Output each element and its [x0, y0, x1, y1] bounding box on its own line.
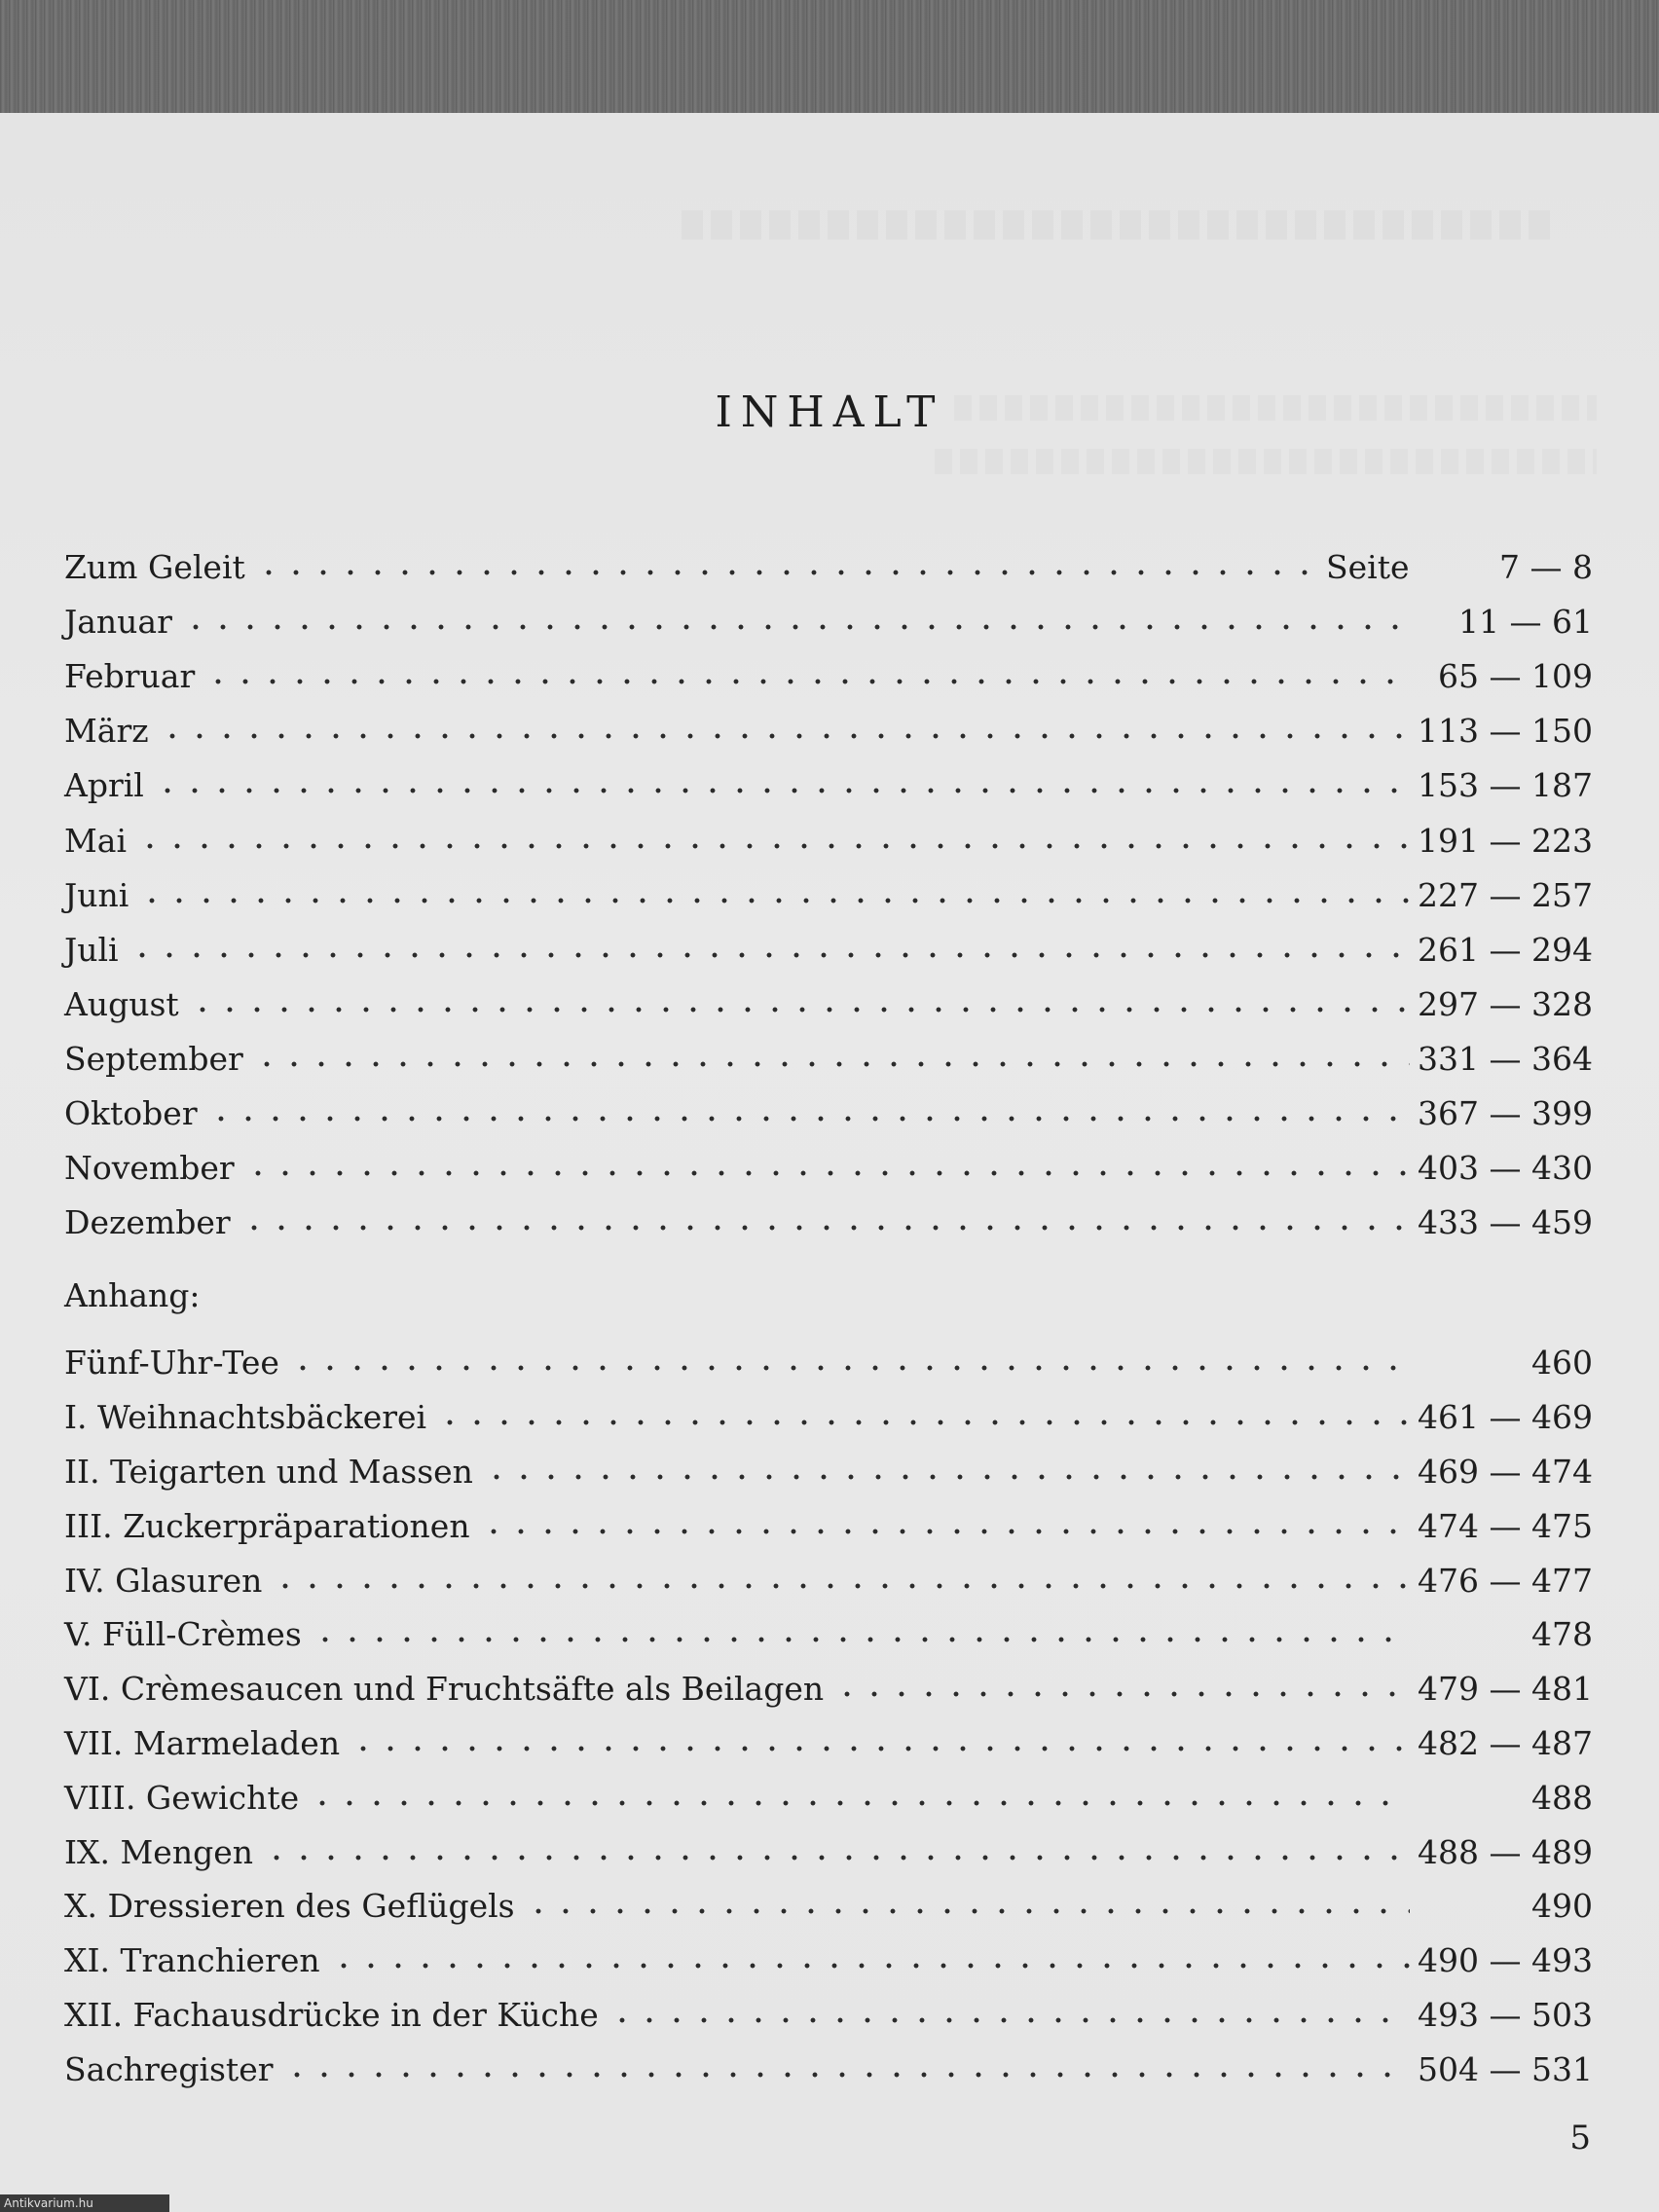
- dot-leader: [189, 1005, 1410, 1014]
- dot-leader: [309, 1798, 1410, 1808]
- toc-entry-label: Oktober: [64, 1094, 198, 1132]
- toc-entry-pages: 493 — 503: [1418, 1995, 1593, 2034]
- dot-leader: [312, 1635, 1410, 1644]
- toc-entry-label: VI. Crèmesaucen und Fruchtsäfte als Beilagen: [64, 1670, 825, 1709]
- toc-entry: [64, 1033, 1593, 1078]
- toc-entry: [64, 1989, 1593, 2034]
- toc-entry-pages: 476 — 477: [1418, 1561, 1593, 1600]
- dot-leader: [129, 950, 1410, 960]
- toc-entry: [64, 596, 1593, 641]
- toc-entry: [64, 1337, 1593, 1382]
- toc-entry-label: XI. Tranchieren: [64, 1941, 320, 1980]
- dot-leader: [204, 677, 1410, 686]
- dot-leader: [436, 1418, 1410, 1427]
- toc-entry-pages: 153 — 187: [1418, 766, 1593, 805]
- toc-entry-pages: 479 — 481: [1418, 1670, 1593, 1709]
- dot-leader: [608, 2015, 1410, 2025]
- seite-label: Seite: [1326, 548, 1410, 586]
- toc-entry-pages: 331 — 364: [1418, 1039, 1593, 1078]
- toc-entry: [64, 1142, 1593, 1187]
- dot-leader: [138, 896, 1410, 905]
- book-page: [0, 113, 1659, 2212]
- toc-entry: [64, 1555, 1593, 1600]
- toc-entry: [64, 1935, 1593, 1979]
- toc-entry-pages: 261 — 294: [1418, 930, 1593, 969]
- toc-entry-pages: 7 — 8: [1499, 548, 1593, 586]
- toc-entry-label: Januar: [64, 603, 172, 642]
- show-through-texture: [935, 449, 1597, 474]
- toc-entry: [64, 815, 1593, 860]
- watermark: Antikvarium.hu: [0, 2194, 169, 2212]
- toc-entry: [64, 1880, 1593, 1925]
- toc-entry-label: X. Dressieren des Geflügels: [64, 1887, 515, 1926]
- toc-entry: [64, 978, 1593, 1023]
- toc-entry: [64, 869, 1593, 914]
- toc-entry-pages: 490 — 493: [1418, 1941, 1593, 1980]
- toc-entry-pages: 490: [1531, 1887, 1593, 1926]
- toc-entry-pages: 191 — 223: [1418, 821, 1593, 860]
- toc-entry-pages: 433 — 459: [1418, 1203, 1593, 1242]
- toc-entry-label: Juni: [64, 875, 129, 914]
- toc-entry-pages: 504 — 531: [1418, 2049, 1593, 2088]
- toc-entry: [64, 650, 1593, 695]
- background-surface: [0, 0, 1659, 115]
- toc-entry-pages: 478: [1531, 1615, 1593, 1654]
- dot-leader: [289, 1363, 1410, 1373]
- toc-entry: [64, 1500, 1593, 1545]
- toc-entry: [64, 1717, 1593, 1762]
- dot-leader: [833, 1689, 1410, 1699]
- dot-leader: [283, 2070, 1411, 2080]
- toc-entry-label: IX. Mengen: [64, 1832, 253, 1871]
- show-through-texture: [682, 210, 1558, 240]
- toc-entry-pages: 474 — 475: [1418, 1506, 1593, 1545]
- toc-entry: [64, 705, 1593, 750]
- toc-entry-label: März: [64, 712, 149, 751]
- toc-entry-pages: 367 — 399: [1418, 1094, 1593, 1132]
- toc-entry-label: VIII. Gewichte: [64, 1778, 300, 1817]
- dot-leader: [154, 786, 1410, 795]
- dot-leader: [330, 1961, 1410, 1971]
- dot-leader: [207, 1114, 1410, 1124]
- toc-entry: [64, 2044, 1593, 2088]
- dot-leader: [182, 622, 1410, 632]
- toc-entry-label: August: [64, 984, 179, 1023]
- dot-leader: [253, 1059, 1410, 1069]
- toc-entry-pages: 297 — 328: [1418, 984, 1593, 1023]
- toc-entry: [64, 1197, 1593, 1241]
- toc-entry-label: II. Teigarten und Massen: [64, 1452, 473, 1491]
- toc-entry-label: Mai: [64, 821, 128, 860]
- dot-leader: [136, 841, 1410, 851]
- toc-entry-label: IV. Glasuren: [64, 1561, 263, 1600]
- toc-entry-label: Zum Geleit: [64, 548, 245, 586]
- toc-entry: [64, 1391, 1593, 1436]
- toc-entry-label: Fünf-Uhr-Tee: [64, 1344, 279, 1382]
- toc-entry: [64, 1772, 1593, 1817]
- toc-entry-pages: 461 — 469: [1418, 1398, 1593, 1437]
- toc-entry-label: Dezember: [64, 1203, 231, 1242]
- dot-leader: [255, 568, 1312, 577]
- appendix-heading: Anhang:: [64, 1276, 201, 1315]
- toc-entry-pages: 113 — 150: [1418, 712, 1593, 751]
- toc-entry-pages: 65 — 109: [1438, 657, 1593, 696]
- toc-entry-pages: 227 — 257: [1418, 875, 1593, 914]
- toc-entry: [64, 1446, 1593, 1491]
- dot-leader: [350, 1744, 1410, 1753]
- toc-entry: [64, 924, 1593, 969]
- toc-entry-label: Juli: [64, 930, 119, 969]
- toc-entry-label: Februar: [64, 657, 196, 696]
- toc-entry: [64, 541, 1593, 586]
- dot-leader: [272, 1581, 1410, 1591]
- dot-leader: [483, 1472, 1410, 1482]
- toc-entry-label: V. Füll-Crèmes: [64, 1615, 302, 1654]
- toc-entry: [64, 759, 1593, 804]
- dot-leader: [525, 1906, 1410, 1916]
- toc-entry-pages: 469 — 474: [1418, 1452, 1593, 1491]
- toc-entry: [64, 1608, 1593, 1653]
- toc-entry-pages: 460: [1531, 1344, 1593, 1382]
- dot-leader: [263, 1853, 1410, 1862]
- toc-entry-pages: 488 — 489: [1418, 1832, 1593, 1871]
- dot-leader: [480, 1527, 1410, 1536]
- toc-entry-label: VII. Marmeladen: [64, 1723, 341, 1762]
- toc-entry-label: XII. Fachausdrücke in der Küche: [64, 1995, 599, 2034]
- dot-leader: [244, 1168, 1410, 1178]
- page-number: 5: [1569, 2119, 1591, 2157]
- toc-entry-pages: 11 — 61: [1458, 603, 1593, 642]
- dot-leader: [159, 731, 1410, 741]
- toc-entry-label: September: [64, 1039, 243, 1078]
- toc-entry-pages: 403 — 430: [1418, 1149, 1593, 1188]
- toc-entry-label: November: [64, 1149, 235, 1188]
- toc-entry-label: III. Zuckerpräparationen: [64, 1506, 470, 1545]
- toc-entry-pages: 488: [1531, 1778, 1593, 1817]
- page-title: INHALT: [715, 387, 944, 437]
- toc-entry-label: I. Weihnachtsbäckerei: [64, 1398, 427, 1437]
- dot-leader: [240, 1223, 1410, 1233]
- toc-entry-label: April: [64, 766, 144, 805]
- toc-entry: [64, 1088, 1593, 1132]
- toc-entry: [64, 1826, 1593, 1871]
- toc-entry-pages: 482 — 487: [1418, 1723, 1593, 1762]
- toc-entry-label: Sachregister: [64, 2049, 274, 2088]
- toc-entry: [64, 1663, 1593, 1708]
